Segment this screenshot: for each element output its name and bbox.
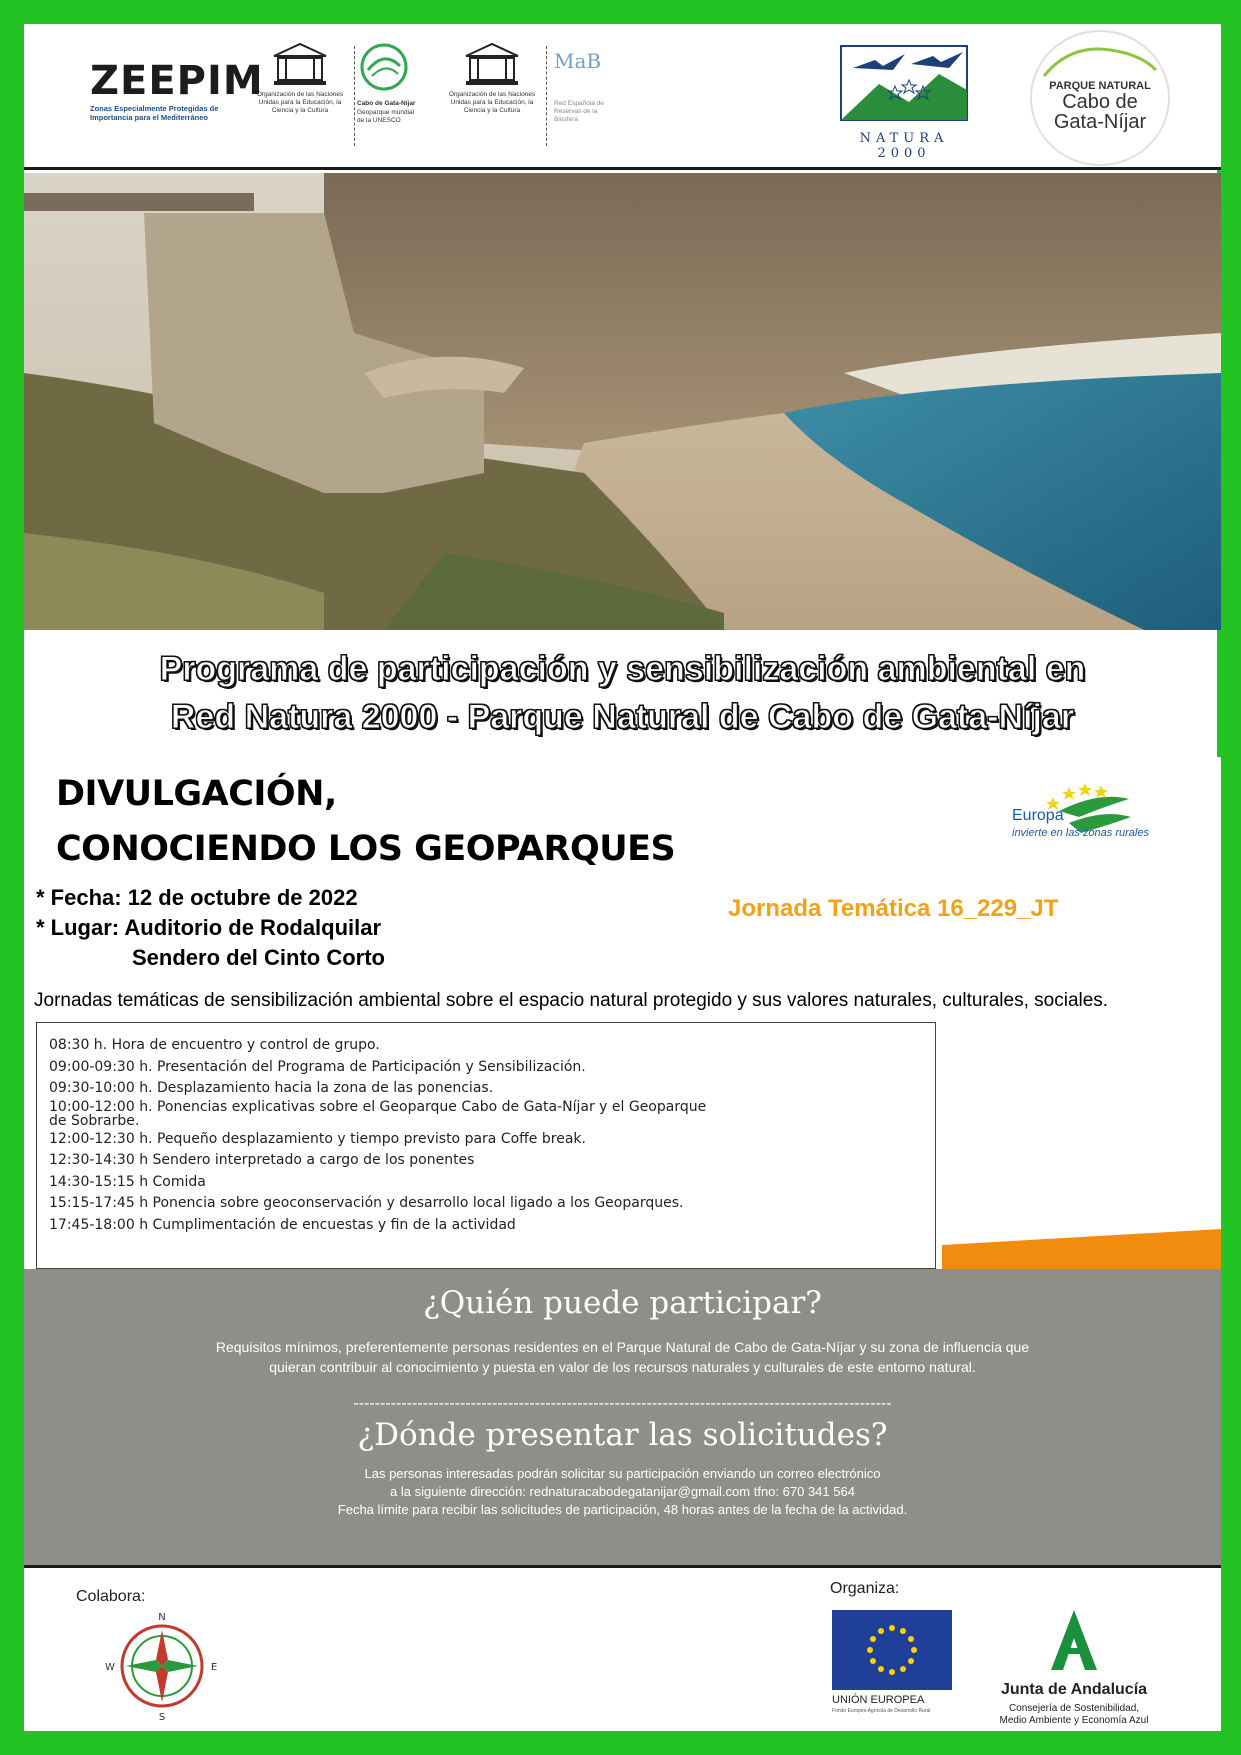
natura-2000-logo — [839, 44, 969, 161]
unesco-logo-1 — [250, 42, 350, 115]
schedule-item: 12:00-12:30 h. Pequeño desplazamiento y tiempo previsto para Coffe break. — [49, 1130, 586, 1147]
unesco-caption-2: Organización de las Naciones Unidas para la Educación, la Ciencia y la Cultura — [448, 91, 536, 114]
program-title-line1: Programa de participación y sensibilización ambiental en — [159, 650, 1086, 688]
parque-wave-icon — [1040, 40, 1160, 80]
schedule-item: 10:00-12:00 h. Ponencias explicativas sobre el Geoparque Cabo de Gata-Níjar y el Geoparque — [49, 1098, 707, 1115]
organiza-label: Organiza: — [830, 1580, 900, 1597]
landscape-illustration — [24, 173, 1221, 630]
unesco-temple-icon — [464, 42, 520, 86]
compass-east: E — [210, 1662, 218, 1673]
schedule-item: 08:30 h. Hora de encuentro y control de grupo. — [49, 1037, 380, 1053]
event-title — [56, 767, 675, 877]
unesco-caption-1: Organización de las Naciones Unidas para la Educación, la Ciencia y la Cultura — [256, 91, 344, 114]
dashed-separator: ----------------------------------------------------------------------------------------------------- — [353, 1395, 892, 1412]
eu-subtitle: Fondo Europeo Agrícola de Desarrollo Rural — [832, 1708, 931, 1714]
compass-west: W — [105, 1662, 115, 1673]
colabora-label: Colabora: — [76, 1588, 146, 1605]
eu-label: UNIÓN EUROPEA — [832, 1694, 925, 1706]
junta-title: Junta de Andalucía — [1000, 1681, 1148, 1698]
where-text-line1: Las personas interesadas podrán solicitar su participación enviando un correo electrónico — [364, 1466, 881, 1481]
who-text-line2: quieran contribuir al conocimiento y puesta en valor de los recursos naturales y culturales de este entorno natural. — [269, 1359, 976, 1375]
program-title-line2: Red Natura 2000 - Parque Natural de Cabo de Gata-Níjar — [170, 698, 1075, 736]
compass-south: S — [158, 1712, 166, 1722]
mab-caption: Red Española de Reservas de la Biosfera — [554, 100, 604, 123]
jornada-code: Jornada Temática 16_229_JT — [728, 895, 1059, 922]
event-place-trail: Sendero del Cinto Corto — [132, 945, 385, 970]
coastal-landscape-photo — [24, 173, 1221, 630]
junta-a-icon — [1039, 1608, 1109, 1674]
schedule-item: 17:45-18:00 h Cumplimentación de encuestas y fin de la actividad — [49, 1216, 516, 1233]
unesco-logo-2 — [442, 42, 542, 115]
divider — [546, 46, 547, 146]
event-title-line1: DIVULGACIÓN, — [56, 774, 337, 814]
event-title-line2: CONOCIENDO LOS GEOPARQUES — [56, 829, 676, 869]
where-text-line2: a la siguiente dirección: rednaturacabodegatanijar@gmail.com tfno: 670 341 564 — [390, 1484, 855, 1499]
who-heading: ¿Quién puede participar? — [423, 1285, 822, 1321]
junta-andalucia-logo — [984, 1608, 1164, 1727]
europa-word: Europa — [1012, 807, 1064, 824]
zeepim-wordmark: ZEEPIM — [90, 58, 264, 104]
logo-header — [24, 24, 1221, 170]
geoparque-title: Cabo de Gata-Níjar — [357, 100, 416, 107]
schedule-item: 14:30-15:15 h Comida — [49, 1173, 206, 1190]
event-date: * Fecha: 12 de octubre de 2022 — [36, 885, 358, 910]
parque-name-line1: Cabo de — [1062, 91, 1138, 113]
event-details — [36, 883, 385, 973]
natura-birds-icon — [839, 44, 969, 122]
compass-north: N — [158, 1612, 166, 1623]
unesco-temple-icon — [272, 42, 328, 86]
zeepim-subtitle: Zonas Especialmente Protegidas de Importancia para el Mediterráneo — [90, 104, 219, 122]
who-text-line1: Requisitos mínimos, preferentemente personas residentes en el Parque Natural de Cabo de Gata-Níjar y su zona de influencia que — [215, 1339, 1030, 1355]
event-info — [24, 757, 1221, 1269]
eu-flag-icon — [832, 1610, 952, 1690]
footer — [24, 1565, 1221, 1731]
junta-subtitle-line2: Medio Ambiente y Economía Azul — [999, 1715, 1149, 1726]
where-heading: ¿Dónde presentar las solicitudes? — [357, 1417, 888, 1453]
geoparque-spiral-icon — [354, 40, 414, 94]
event-place: * Lugar: Auditorio de Rodalquilar — [36, 915, 382, 940]
schedule-item: 09:00-09:30 h. Presentación del Programa de Participación y Sensibilización. — [49, 1058, 586, 1075]
schedule-item: 15:15-17:45 h Ponencia sobre geoconservación y desarrollo local ligado a los Geoparques. — [49, 1195, 684, 1211]
geoparque-caption: Geoparque mundial de la UNESCO — [357, 109, 415, 124]
europa-subtitle: invierte en las zonas rurales — [1012, 827, 1149, 839]
compass-rose-logo — [102, 1610, 222, 1722]
schedule-item: 12:30-14:30 h Sendero interpretado a cargo de los ponentes — [49, 1152, 475, 1168]
event-description: Jornadas temáticas de sensibilización ambiental sobre el espacio natural protegido y sus valores naturales, culturales, sociales. — [34, 990, 1109, 1011]
zeepim-logo — [90, 58, 264, 122]
parque-natural-label: PARQUE NATURAL — [1049, 80, 1151, 92]
junta-subtitle-line1: Consejería de Sostenibilidad, — [1008, 1703, 1140, 1714]
program-title — [24, 645, 1221, 741]
mab-logo: MaB — [554, 49, 602, 73]
parque-natural-logo — [1030, 30, 1170, 166]
schedule-box — [36, 1022, 936, 1269]
schedule-item: 09:30-10:00 h. Desplazamiento hacia la zona de las ponencias. — [49, 1080, 494, 1096]
parque-name-line2: Gata-Níjar — [1053, 111, 1147, 133]
where-text-line3: Fecha límite para recibir las solicitudes de participación, 48 horas antes de la fecha de la actividad. — [337, 1502, 908, 1517]
natura-2000-text: NATURA 2000 — [859, 131, 949, 161]
orange-accent-bar — [942, 1229, 1221, 1269]
participation-panel — [24, 1269, 1221, 1565]
schedule-item-cont: de Sobrarbe. — [49, 1112, 140, 1129]
